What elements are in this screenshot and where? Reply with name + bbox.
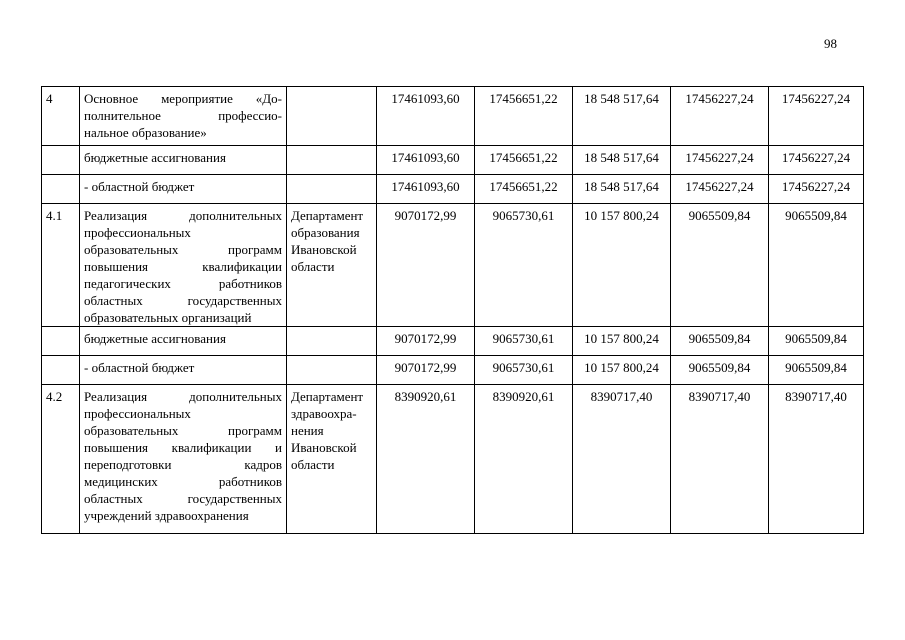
amount-cell-4: 8390717,40 — [671, 385, 769, 534]
activity-name-line: повышения квалификации — [84, 259, 282, 274]
amount-cell-2: 17456651,22 — [475, 87, 573, 146]
row-number: 4.2 — [42, 385, 80, 534]
activity-name — [80, 87, 287, 146]
activity-name-line: педагогических работников — [84, 276, 282, 291]
amount-cell-3: 8390717,40 — [573, 385, 671, 534]
activity-name-line: бюджетные ассигнования — [84, 331, 226, 346]
activity-name-line: образовательных организаций — [84, 310, 252, 325]
executor — [287, 327, 377, 356]
activity-name-line: профессиональных — [84, 225, 191, 240]
amount-cell-3: 18 548 517,64 — [573, 175, 671, 204]
table-row — [42, 146, 864, 175]
activity-name-line: образовательных программ — [84, 242, 282, 257]
amount-cell-3: 10 157 800,24 — [573, 204, 671, 327]
amount-cell-5: 17456227,24 — [769, 146, 864, 175]
amount-cell-2: 9065730,61 — [475, 327, 573, 356]
amount-cell-4: 9065509,84 — [671, 327, 769, 356]
executor — [287, 175, 377, 204]
activity-name-line: Основное мероприятие «До- — [84, 91, 282, 106]
table-row — [42, 87, 864, 146]
amount-cell-5: 9065509,84 — [769, 204, 864, 327]
executor — [287, 356, 377, 385]
activity-name — [80, 175, 287, 204]
activity-name-line: бюджетные ассигнования — [84, 150, 226, 165]
row-number — [42, 356, 80, 385]
table-row — [42, 356, 864, 385]
table-row — [42, 385, 864, 534]
activity-name — [80, 356, 287, 385]
amount-cell-3: 10 157 800,24 — [573, 356, 671, 385]
executor — [287, 204, 377, 327]
amount-cell-1: 8390920,61 — [377, 385, 475, 534]
executor-line: Департамент — [291, 208, 364, 223]
amount-cell-1: 9070172,99 — [377, 204, 475, 327]
executor — [287, 146, 377, 175]
executor-line: области — [291, 259, 335, 274]
executor-line: Департамент — [291, 389, 364, 404]
row-number — [42, 327, 80, 356]
activity-name-line: Реализация дополнительных — [84, 208, 282, 223]
amount-cell-4: 9065509,84 — [671, 204, 769, 327]
amount-cell-1: 17461093,60 — [377, 87, 475, 146]
executor-line: нения — [291, 423, 324, 438]
row-number — [42, 146, 80, 175]
amount-cell-5: 9065509,84 — [769, 356, 864, 385]
executor — [287, 385, 377, 534]
executor-line: здравоохра- — [291, 406, 357, 421]
amount-cell-4: 9065509,84 — [671, 356, 769, 385]
amount-cell-4: 17456227,24 — [671, 87, 769, 146]
activity-name-line: медицинских работников — [84, 474, 282, 489]
amount-cell-1: 17461093,60 — [377, 175, 475, 204]
activity-name-line: - областной бюджет — [84, 179, 195, 194]
row-number — [42, 175, 80, 204]
activity-name — [80, 204, 287, 327]
activity-name-line: полнительное профессио- — [84, 108, 282, 123]
activity-name — [80, 146, 287, 175]
amount-cell-5: 9065509,84 — [769, 327, 864, 356]
amount-cell-2: 17456651,22 — [475, 175, 573, 204]
activity-name-line: переподготовки кадров — [84, 457, 282, 472]
activity-name — [80, 385, 287, 534]
activity-name-line: повышения квалификации и — [84, 440, 282, 455]
amount-cell-2: 8390920,61 — [475, 385, 573, 534]
amount-cell-2: 9065730,61 — [475, 204, 573, 327]
amount-cell-5: 17456227,24 — [769, 175, 864, 204]
amount-cell-1: 17461093,60 — [377, 146, 475, 175]
row-number: 4.1 — [42, 204, 80, 327]
activity-name-line: областных государственных — [84, 491, 282, 506]
amount-cell-3: 10 157 800,24 — [573, 327, 671, 356]
table-row — [42, 204, 864, 327]
activity-name-line: областных государственных — [84, 293, 282, 308]
activity-name-line: образовательных программ — [84, 423, 282, 438]
page-number: 98 — [824, 36, 837, 51]
table-body — [42, 87, 864, 534]
amount-cell-2: 9065730,61 — [475, 356, 573, 385]
executor-line: области — [291, 457, 335, 472]
activity-name-line: нальное образование» — [84, 125, 207, 140]
amount-cell-3: 18 548 517,64 — [573, 146, 671, 175]
amount-cell-1: 9070172,99 — [377, 327, 475, 356]
amount-cell-5: 17456227,24 — [769, 87, 864, 146]
budget-table — [41, 86, 864, 534]
activity-name-line: учреждений здравоохранения — [84, 508, 249, 523]
amount-cell-3: 18 548 517,64 — [573, 87, 671, 146]
activity-name — [80, 327, 287, 356]
executor — [287, 87, 377, 146]
executor-line: образования — [291, 225, 360, 240]
executor-line: Ивановской — [291, 440, 357, 455]
amount-cell-4: 17456227,24 — [671, 175, 769, 204]
amount-cell-5: 8390717,40 — [769, 385, 864, 534]
table-row — [42, 327, 864, 356]
table-row — [42, 175, 864, 204]
amount-cell-1: 9070172,99 — [377, 356, 475, 385]
activity-name-line: - областной бюджет — [84, 360, 195, 375]
activity-name-line: профессиональных — [84, 406, 191, 421]
amount-cell-4: 17456227,24 — [671, 146, 769, 175]
row-number: 4 — [42, 87, 80, 146]
amount-cell-2: 17456651,22 — [475, 146, 573, 175]
executor-line: Ивановской — [291, 242, 357, 257]
activity-name-line: Реализация дополнительных — [84, 389, 282, 404]
